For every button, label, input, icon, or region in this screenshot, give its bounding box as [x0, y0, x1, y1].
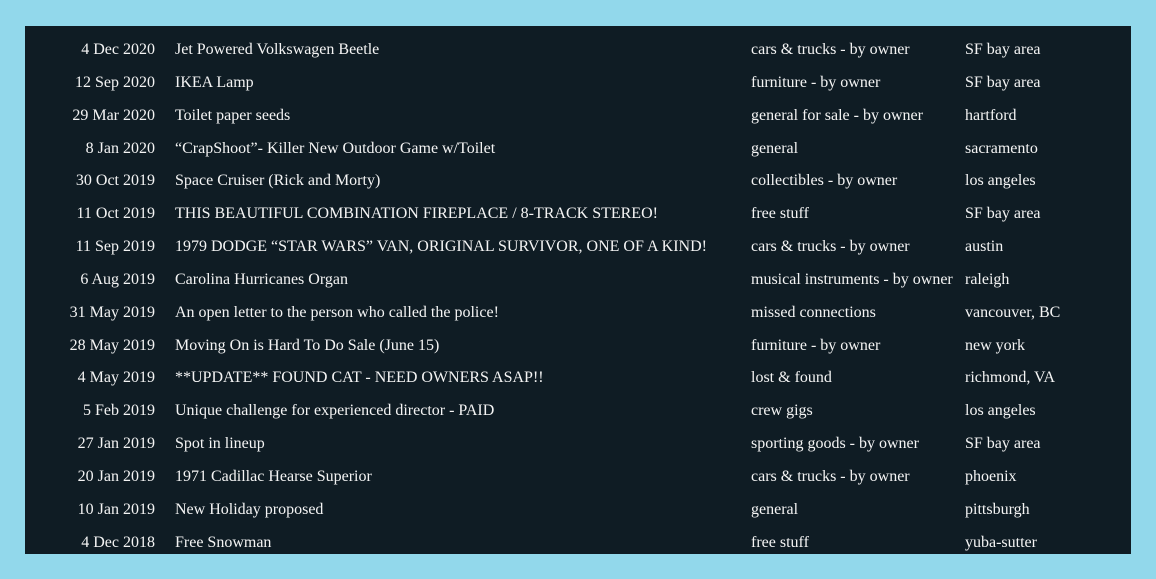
listing-category: lost & found: [751, 369, 832, 387]
table-row[interactable]: [25, 35, 1131, 68]
listing-location: austin: [965, 238, 1004, 256]
listing-date: 4 Dec 2018: [81, 533, 155, 551]
table-row[interactable]: [25, 363, 1131, 396]
table-row[interactable]: [25, 68, 1131, 101]
listing-date: 11 Sep 2019: [75, 238, 155, 256]
listing-location: richmond, VA: [965, 369, 1056, 387]
listing-location: yuba-sutter: [965, 533, 1037, 551]
listing-date: 27 Jan 2019: [77, 435, 155, 453]
listing-location: vancouver, BC: [965, 303, 1061, 321]
listing-title[interactable]: New Holiday proposed: [175, 500, 324, 518]
listing-location: pittsburgh: [965, 500, 1030, 518]
listing-title[interactable]: Spot in lineup: [175, 435, 265, 453]
listing-location: sacramento: [965, 139, 1038, 157]
listing-date: 10 Jan 2019: [77, 500, 155, 518]
listing-date: 31 May 2019: [69, 303, 155, 321]
listing-title[interactable]: **UPDATE** FOUND CAT - NEED OWNERS ASAP!!: [175, 369, 544, 387]
table-row[interactable]: [25, 265, 1131, 298]
listing-category: cars & trucks - by owner: [751, 467, 910, 485]
listing-location: los angeles: [965, 402, 1036, 420]
listing-location: hartford: [965, 106, 1017, 124]
listing-title[interactable]: Toilet paper seeds: [175, 106, 291, 124]
listing-category: sporting goods - by owner: [751, 435, 919, 453]
listing-category: furniture - by owner: [751, 73, 881, 91]
listing-category: collectibles - by owner: [751, 172, 898, 190]
table-row[interactable]: [25, 134, 1131, 167]
listing-date: 20 Jan 2019: [77, 467, 155, 485]
listing-date: 12 Sep 2020: [75, 73, 155, 91]
listing-category: crew gigs: [751, 402, 813, 420]
table-row[interactable]: [25, 298, 1131, 331]
listing-location: los angeles: [965, 172, 1036, 190]
listing-title[interactable]: IKEA Lamp: [175, 73, 254, 91]
listing-location: SF bay area: [965, 41, 1041, 58]
listing-title[interactable]: “CrapShoot”- Killer New Outdoor Game w/Toilet: [175, 139, 496, 157]
listing-date: 30 Oct 2019: [75, 172, 155, 190]
table-row[interactable]: [25, 232, 1131, 265]
listing-location: raleigh: [965, 270, 1010, 288]
listing-location: phoenix: [965, 467, 1017, 485]
listing-title[interactable]: An open letter to the person who called the police!: [175, 303, 499, 321]
listing-category: cars & trucks - by owner: [751, 238, 910, 256]
listing-title[interactable]: Jet Powered Volkswagen Beetle: [175, 41, 380, 58]
listing-title[interactable]: Unique challenge for experienced director - PAID: [175, 402, 495, 420]
listing-category: general for sale - by owner: [751, 106, 923, 124]
listing-title[interactable]: Moving On is Hard To Do Sale (June 15): [175, 336, 440, 354]
listing-title[interactable]: Free Snowman: [175, 533, 272, 551]
table-row[interactable]: [25, 101, 1131, 134]
table-row[interactable]: [25, 462, 1131, 495]
listing-category: missed connections: [751, 303, 876, 321]
listing-category: free stuff: [751, 205, 809, 223]
table-row[interactable]: [25, 331, 1131, 364]
table-row[interactable]: [25, 429, 1131, 462]
listing-location: SF bay area: [965, 73, 1041, 91]
listing-date: 6 Aug 2019: [80, 270, 155, 288]
listing-category: cars & trucks - by owner: [751, 41, 910, 58]
listing-title[interactable]: THIS BEAUTIFUL COMBINATION FIREPLACE / 8-TRACK STEREO!: [175, 205, 658, 223]
listing-date: 5 Feb 2019: [83, 402, 155, 420]
listing-category: general: [751, 139, 799, 157]
listing-title[interactable]: Space Cruiser (Rick and Morty): [175, 172, 381, 190]
listing-title[interactable]: 1979 DODGE “STAR WARS” VAN, ORIGINAL SURVIVOR, ONE OF A KIND!: [175, 238, 707, 256]
listing-category: musical instruments - by owner: [751, 270, 953, 288]
listing-date: 29 Mar 2020: [72, 106, 155, 124]
listing-location: SF bay area: [965, 205, 1041, 223]
table-row[interactable]: [25, 495, 1131, 528]
listing-category: furniture - by owner: [751, 336, 881, 354]
listing-location: new york: [965, 336, 1025, 354]
listing-date: 28 May 2019: [69, 336, 155, 354]
listing-category: free stuff: [751, 533, 809, 551]
listing-date: 4 May 2019: [77, 369, 155, 387]
listing-date: 4 Dec 2020: [81, 41, 155, 58]
listings-table: [25, 26, 1131, 561]
listing-date: 8 Jan 2020: [85, 139, 155, 157]
listing-category: general: [751, 500, 799, 518]
table-row[interactable]: [25, 396, 1131, 429]
listing-date: 11 Oct 2019: [76, 205, 155, 223]
listings-panel: [25, 26, 1131, 554]
table-row[interactable]: [25, 528, 1131, 561]
listing-title[interactable]: Carolina Hurricanes Organ: [175, 270, 348, 288]
table-row[interactable]: [25, 199, 1131, 232]
listing-location: SF bay area: [965, 435, 1041, 453]
table-row[interactable]: [25, 166, 1131, 199]
listing-title[interactable]: 1971 Cadillac Hearse Superior: [175, 467, 372, 485]
